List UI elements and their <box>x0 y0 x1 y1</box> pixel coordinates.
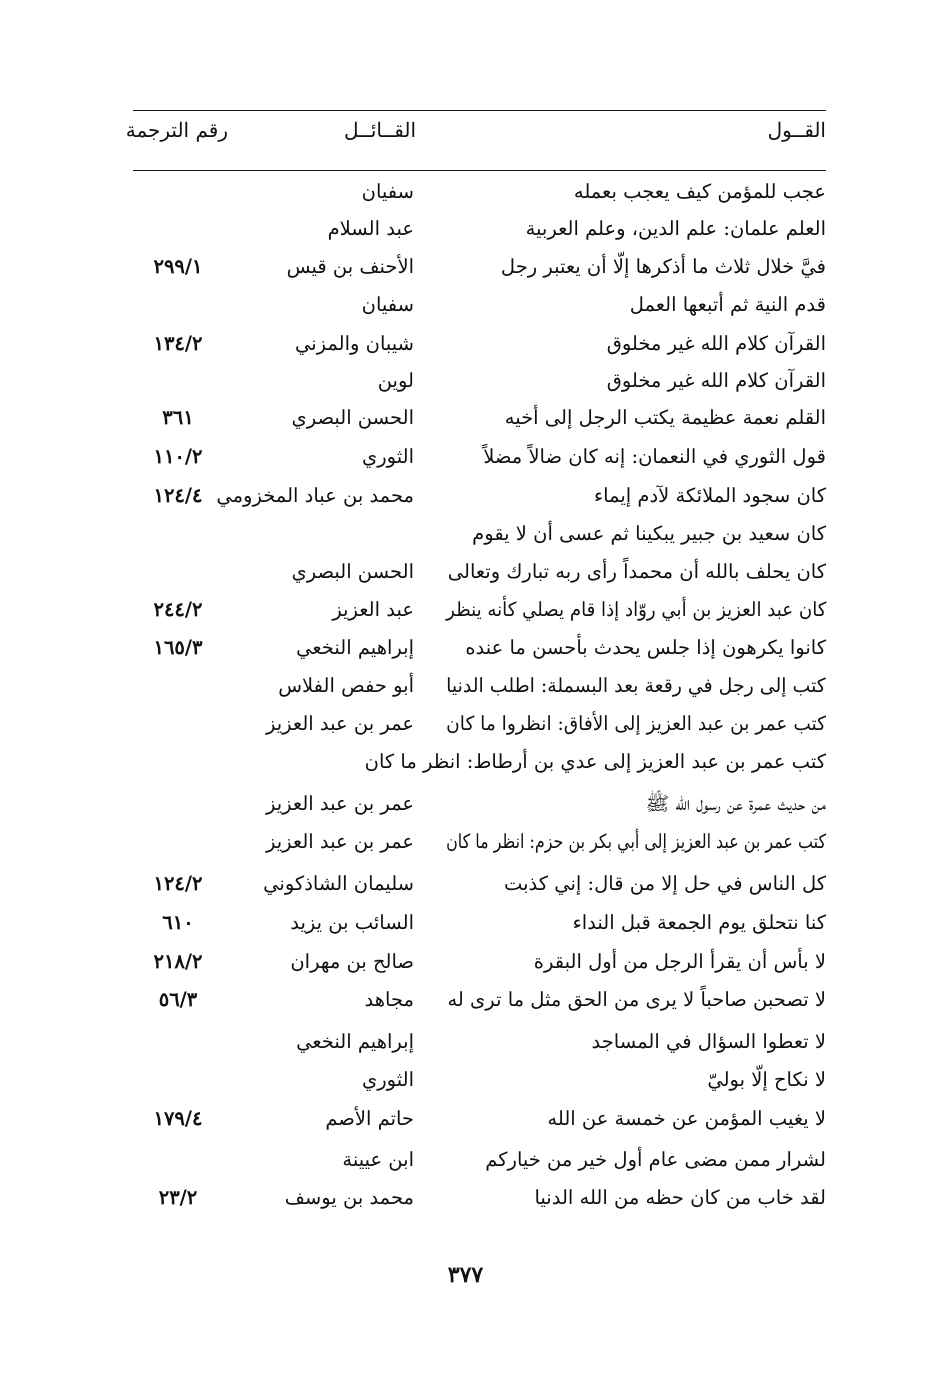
table-row <box>133 865 826 903</box>
row-text: العلم علمان: علم الدين، وعلم العربية <box>525 217 826 240</box>
header-ref-label: رقم الترجمة <box>125 118 228 142</box>
table-row <box>133 629 826 667</box>
row-speaker: الثوري <box>362 445 414 468</box>
row-speaker: أبو حفص الفلاس <box>278 674 414 697</box>
row-ref: ١٢٤/٢ <box>153 872 203 895</box>
row-ref: ٢٤٤/٢ <box>153 598 203 621</box>
table-row <box>133 210 826 248</box>
row-ref: ٥٦/٣ <box>158 988 198 1011</box>
table-row <box>133 399 826 437</box>
row-speaker: سفيان <box>361 293 414 316</box>
table-row <box>133 325 826 363</box>
row-text: كتب إلى رجل في رقعة بعد البسملة: اطلب الدنيا <box>446 674 826 697</box>
table-row <box>133 438 826 476</box>
row-text: كان يحلف بالله أن محمداً رأى ربه تبارك وتعالى <box>447 560 826 583</box>
row-speaker: عمر بن عبد العزيز <box>265 712 414 735</box>
row-speaker: شيبان والمزني <box>294 332 414 355</box>
table-row <box>133 362 826 400</box>
header-rule <box>133 170 826 171</box>
table-row <box>133 591 826 629</box>
row-speaker: إبراهيم النخعي <box>296 636 414 659</box>
table-row <box>133 1141 826 1179</box>
row-text: كتب عمر بن عبد العزيز إلى الأفاق: انظروا ما كان <box>446 712 826 735</box>
table-row <box>133 667 826 705</box>
row-text: القرآن كلام الله غير مخلوق <box>606 332 826 355</box>
row-speaker: عبد العزيز <box>332 598 414 621</box>
row-speaker: الحسن البصري <box>291 406 414 429</box>
table-row <box>133 553 826 591</box>
row-text: قدم النية ثم أتبعها العمل <box>629 293 826 316</box>
table-row <box>133 743 826 781</box>
row-speaker: عمر بن عبد العزيز <box>265 830 414 853</box>
table-row <box>133 1179 826 1217</box>
table-row <box>133 1061 826 1099</box>
row-text: كان سجود الملائكة لآدم إيماء <box>593 484 826 507</box>
row-speaker: لوين <box>377 369 414 392</box>
page-number: ٣٧٧ <box>447 1262 484 1288</box>
row-speaker: محمد بن يوسف <box>284 1186 414 1209</box>
row-ref: ٢٩٩/١ <box>153 255 203 278</box>
row-text: لقد خاب من كان حظه من الله الدنيا <box>534 1186 826 1209</box>
row-text: كتب عمر بن عبد العزيز إلى أبي بكر بن حزم: انظر ما كان <box>446 830 826 853</box>
row-ref: ١٧٩/٤ <box>153 1107 203 1130</box>
row-text: لا تعطوا السؤال في المساجد <box>591 1030 826 1053</box>
row-speaker: الثوري <box>362 1068 414 1091</box>
row-text: قول الثوري في النعمان: إنه كان ضالاً مضلاً <box>483 445 826 468</box>
row-speaker: السائب بن يزيد <box>290 911 414 934</box>
row-speaker: الحسن البصري <box>291 560 414 583</box>
row-ref: ٣٦١ <box>162 406 194 429</box>
row-text: كنا نتحلق يوم الجمعة قبل النداء <box>572 911 826 934</box>
row-speaker: مجاهد <box>364 988 414 1011</box>
row-ref: ٢١٨/٢ <box>153 950 203 973</box>
row-ref: ١٦٥/٣ <box>153 636 203 659</box>
row-text: عجب للمؤمن كيف يعجب بعمله <box>573 180 826 203</box>
table-row <box>133 248 826 286</box>
row-text: فيَّ خلال ثلاث ما أذكرها إلّا أن يعتبر رجل <box>500 255 826 278</box>
top-rule <box>133 110 826 111</box>
row-speaker: سفيان <box>361 180 414 203</box>
row-text: لا نكاح إلّا بوليّ <box>707 1068 826 1091</box>
table-row <box>133 173 826 211</box>
table-row <box>133 943 826 981</box>
row-speaker: محمد بن عباد المخزومي <box>216 484 414 507</box>
row-ref: ١١٠/٢ <box>153 445 203 468</box>
row-text: من حديث عمرة عن رسول الله ﷺ <box>645 792 826 815</box>
row-text: القرآن كلام الله غير مخلوق <box>606 369 826 392</box>
table-row <box>133 1023 826 1061</box>
row-text: لا تصحبن صاحباً لا يرى من الحق مثل ما ترى له <box>447 988 826 1011</box>
table-row <box>133 705 826 743</box>
row-speaker: صالح بن مهران <box>290 950 414 973</box>
row-text: كل الناس في حل إلا من قال: إني كذبت <box>503 872 826 895</box>
table-row <box>133 477 826 515</box>
table-row <box>133 515 826 553</box>
table-row <box>133 981 826 1019</box>
row-speaker: عبد السلام <box>327 217 414 240</box>
row-speaker: ابن عيينة <box>342 1148 414 1171</box>
row-speaker: حاتم الأصم <box>325 1107 414 1130</box>
row-text: لا يغيب المؤمن عن خمسة عن الله <box>547 1107 826 1130</box>
table-row <box>133 785 826 823</box>
row-speaker: الأحنف بن قيس <box>286 255 414 278</box>
table-row <box>133 1100 826 1138</box>
row-ref: ٢٣/٢ <box>158 1186 198 1209</box>
header-text-label: القــول <box>767 118 826 142</box>
row-text: كانوا يكرهون إذا جلس يحدث بأحسن ما عنده <box>465 636 826 659</box>
row-speaker: إبراهيم النخعي <box>296 1030 414 1053</box>
header-speaker-label: القــائــل <box>343 118 416 142</box>
table-header <box>125 118 826 158</box>
row-text: لا بأس أن يقرأ الرجل من أول البقرة <box>533 950 826 973</box>
row-text: كان سعيد بن جبير يبكينا ثم عسى أن لا يقوم <box>472 522 826 545</box>
row-speaker: سليمان الشاذكوني <box>263 872 414 895</box>
table-row <box>133 286 826 324</box>
row-text: لشرار ممن مضى عام أول خير من خياركم <box>485 1148 826 1171</box>
row-speaker: عمر بن عبد العزيز <box>265 792 414 815</box>
row-ref: ١٣٤/٢ <box>153 332 203 355</box>
table-row <box>133 904 826 942</box>
row-text: كان عبد العزيز بن أبي روّاد إذا قام يصلي كأنه ينظر <box>445 598 826 621</box>
row-ref: ١٢٤/٤ <box>153 484 203 507</box>
row-text: القلم نعمة عظيمة يكتب الرجل إلى أخيه <box>504 406 826 429</box>
row-ref: ٦١٠ <box>162 911 194 934</box>
table-row <box>133 823 826 861</box>
row-text: كتب عمر بن عبد العزيز إلى عدي بن أرطاط: انظر ما كان <box>364 750 826 773</box>
